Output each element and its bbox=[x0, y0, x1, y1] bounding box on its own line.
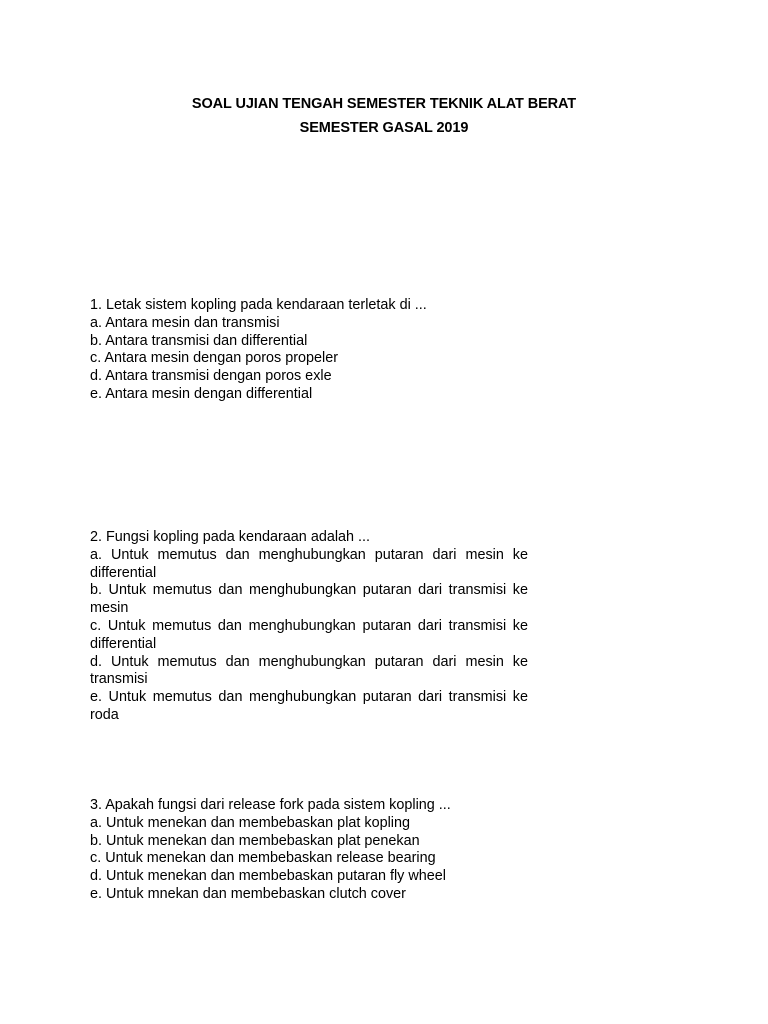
answer-option-d: d. Antara transmisi dengan poros exle bbox=[90, 368, 332, 385]
answer-option-b: b. Untuk memutus dan menghubungkan putaran dari transmisi ke mesin bbox=[90, 582, 528, 617]
answer-option-a: a. Antara mesin dan transmisi bbox=[90, 314, 280, 331]
answer-option-b: b. Antara transmisi dan differential bbox=[90, 332, 308, 349]
document-title: SOAL UJIAN TENGAH SEMESTER TEKNIK ALAT BERAT bbox=[191, 96, 577, 112]
answer-option-e: e. Antara mesin dengan differential bbox=[90, 385, 313, 402]
answer-option-e: e. Untuk memutus dan menghubungkan putaran dari transmisi ke roda bbox=[90, 689, 528, 723]
question-1 bbox=[90, 297, 528, 404]
answer-option-c: c. Untuk menekan dan membebaskan release bearing bbox=[90, 850, 436, 867]
question-stem: 2. Fungsi kopling pada kendaraan adalah ... bbox=[90, 529, 371, 545]
answer-option-a: a. Untuk menekan dan membebaskan plat kopling bbox=[90, 814, 410, 831]
answer-option-d: d. Untuk memutus dan menghubungkan putaran dari mesin ke transmisi bbox=[90, 653, 528, 688]
document-subtitle: SEMESTER GASAL 2019 bbox=[299, 120, 469, 136]
answer-option-a: a. Untuk memutus dan menghubungkan putaran dari mesin ke differential bbox=[90, 546, 528, 581]
question-2 bbox=[90, 529, 528, 725]
answer-option-b: b. Untuk menekan dan membebaskan plat penekan bbox=[90, 832, 420, 849]
answer-option-d: d. Untuk menekan dan membebaskan putaran fly wheel bbox=[90, 868, 446, 885]
question-stem: 1. Letak sistem kopling pada kendaraan terletak di ... bbox=[90, 297, 427, 313]
question-stem: 3. Apakah fungsi dari release fork pada sistem kopling ... bbox=[90, 797, 451, 813]
answer-option-e: e. Untuk mnekan dan membebaskan clutch cover bbox=[90, 885, 406, 902]
answer-option-c: c. Antara mesin dengan poros propeler bbox=[90, 350, 338, 367]
question-3 bbox=[90, 797, 528, 904]
answer-option-c: c. Untuk memutus dan menghubungkan putaran dari transmisi ke differential bbox=[90, 617, 528, 652]
